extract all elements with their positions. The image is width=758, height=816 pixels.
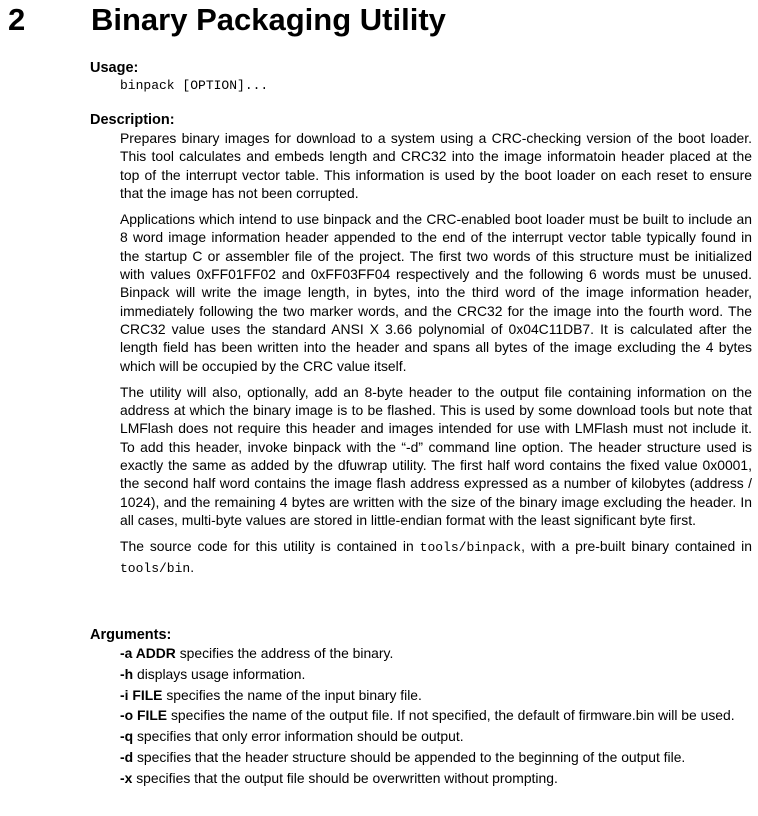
arguments-list — [90, 644, 752, 787]
p4-text-middle: , with a pre-built binary contained in — [521, 538, 752, 555]
argument-description: specifies that the output file should be overwritten without prompting. — [136, 769, 558, 786]
description-section — [90, 111, 752, 586]
description-body — [120, 129, 752, 578]
argument-flag: -h — [120, 665, 134, 682]
description-paragraph-2: Applications which intend to use binpack and the CRC-enabled boot loader must be built to include an 8 word image information header appended to the end of the interrupt vector table typically found in the startup C or assembler file of the project. The first two words of this structure must be initialized with values 0xFF01FF02 and 0xFF03FF04 respectively and the following 6 words must be unused. Binpack will write the image length, in bytes, into the third word of the image information header, immediately following the two marker words, and the CRC32 for the image into the fourth word. The CRC32 value uses the standard ANSI X 3.66 polynomial of 0x04C11DB7. It is calculated after the length field has been written into the header and spans all bytes of the image excluding the 4 bytes which will be occupied by the CRC value itself. — [120, 211, 752, 374]
argument-description: specifies the name of the input binary file. — [166, 686, 422, 703]
p4-text-before: The source code for this utility is contained in — [120, 538, 420, 555]
argument-item-q — [120, 727, 752, 745]
chapter-number: 2 — [8, 2, 26, 37]
argument-flag: -a ADDR — [120, 645, 176, 661]
argument-flag: -o FILE — [120, 707, 168, 724]
arguments-heading: Arguments: — [90, 627, 172, 643]
usage-section — [90, 59, 752, 95]
usage-command: binpack [OPTION]... — [120, 78, 269, 93]
argument-item-i — [120, 686, 752, 704]
chapter-title: Binary Packaging Utility — [91, 2, 446, 37]
argument-item-a — [120, 644, 752, 662]
arguments-section — [90, 626, 752, 790]
argument-flag: -d — [120, 748, 134, 765]
argument-description: specifies that only error information should be output. — [136, 728, 464, 745]
binpack-source-path: tools/binpack — [419, 540, 522, 556]
argument-item-d — [120, 748, 752, 766]
description-paragraph-3: The utility will also, optionally, add an 8-byte header to the output file containing information on the address at which the binary image is to be flashed. This is used by some download tools but note that LMFlash does not require this header and images intended for use with LMFlash must not include it. To add this header, invoke binpack with the “-d” command line option. The header structure used is exactly the same as added by the dfuwrap utility. The first half word contains the fixed value 0x0001, the second half word contains the image flash address expressed as a number of kilobytes (address / 1024), and the remaining 4 bytes are written with the size of the binary image excluding the header. In all cases, multi-byte values are stored in little-endian format with the least significant byte first. — [120, 383, 752, 528]
argument-description: specifies the name of the output file. If not specified, the default of firmware.bin will be used. — [170, 707, 735, 724]
argument-item-x — [120, 769, 752, 787]
argument-item-o — [120, 706, 752, 724]
argument-item-h — [120, 665, 752, 683]
argument-flag: -i FILE — [120, 686, 163, 703]
argument-flag: -x — [120, 769, 133, 786]
chapter-heading — [8, 2, 446, 38]
usage-heading: Usage: — [90, 60, 139, 76]
description-heading: Description: — [90, 112, 175, 128]
argument-description: displays usage information. — [136, 665, 306, 682]
description-paragraph-4 — [120, 537, 752, 578]
argument-flag: -q — [120, 728, 134, 745]
argument-description: specifies that the header structure should be appended to the beginning of the output file. — [136, 748, 686, 765]
argument-description: specifies the address of the binary. — [179, 645, 394, 661]
description-paragraph-1: Prepares binary images for download to a system using a CRC-checking version of the boot loader. This tool calculates and embeds length and CRC32 into the image informatoin header placed at the top of the interrupt vector table. This information is used by the boot loader on each reset to ensure that the image has not been corrupted. — [120, 130, 752, 201]
p4-text-after: . — [190, 558, 195, 575]
binary-path: tools/bin — [120, 560, 191, 576]
